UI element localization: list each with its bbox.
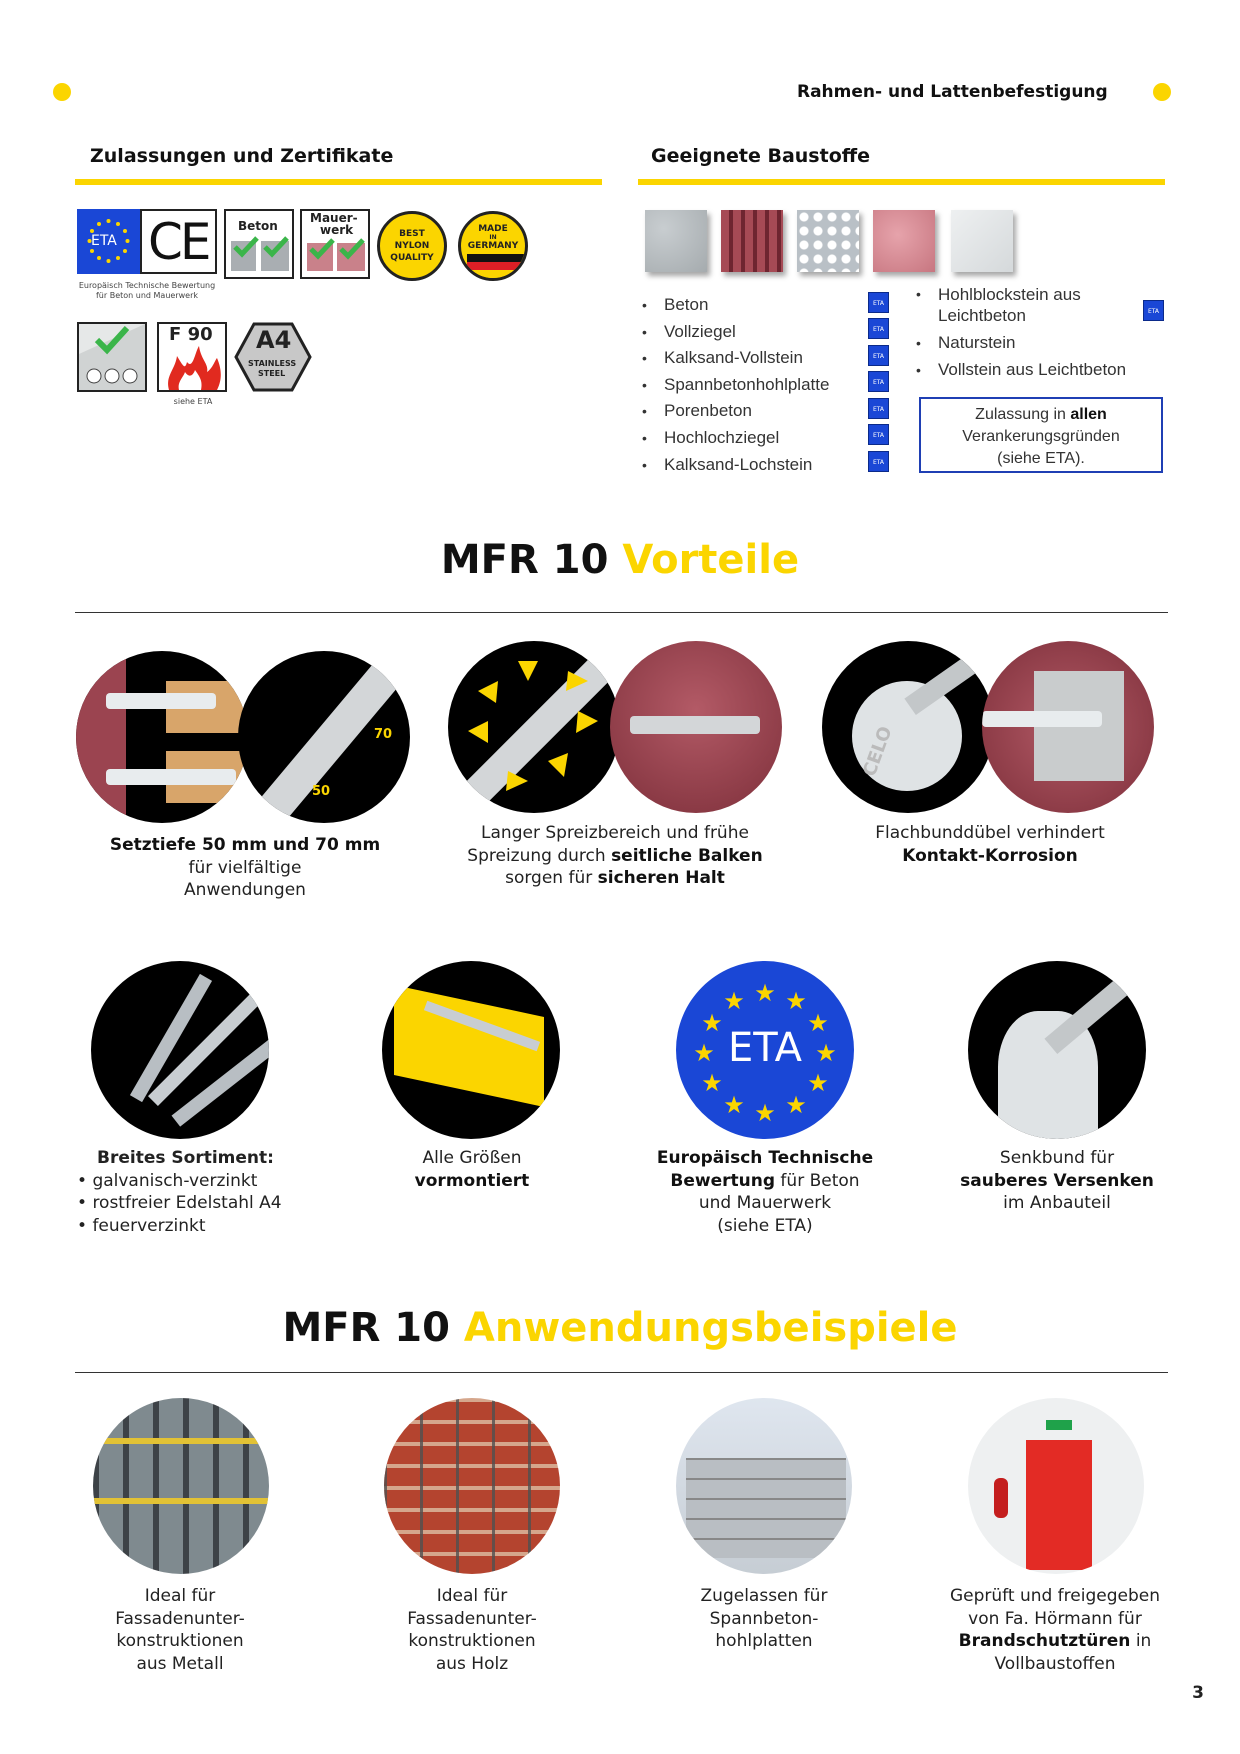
eta-mini-icon: ETA: [868, 345, 889, 366]
caption-line: aus Metall: [136, 1653, 224, 1674]
mauerwerk-label-1: Mauer-: [310, 211, 358, 225]
advantages-title: [0, 537, 1240, 583]
eta-mini-icon: ETA: [868, 318, 889, 339]
caption-line: von Fa. Hörmann für: [968, 1608, 1142, 1629]
material-clay-brick: [873, 210, 935, 272]
beton-badge: [224, 209, 294, 279]
german-flag-icon: [467, 254, 525, 278]
svg-text:★: ★: [693, 1039, 715, 1067]
caption-line: Vollbaustoffen: [994, 1653, 1116, 1674]
a4-sub-1: STAINLESS: [248, 359, 297, 368]
advantages-title-prefix: MFR 10: [440, 537, 623, 583]
list-item: • rostfreier Edelstahl A4: [77, 1193, 282, 1213]
eta-mini-icon: ETA: [868, 371, 889, 392]
caption-bold: Breites Sortiment:: [97, 1148, 274, 1168]
caption-text: Spreizung durch: [467, 845, 612, 866]
setting-depth-image-1: [76, 651, 248, 823]
a4-stainless-badge: [234, 322, 312, 392]
example-caption-fire-door: [920, 1585, 1190, 1675]
eta-mini-icon: ETA: [868, 292, 889, 313]
caption-bold: Europäisch Technische: [656, 1148, 874, 1168]
facade-metal-image: [93, 1398, 269, 1574]
caption-line: Fassadenunter-: [115, 1608, 245, 1629]
advantage-caption-countersunk: [937, 1147, 1177, 1215]
materials-title-bar: [638, 179, 1165, 185]
a4-sub-2: STEEL: [258, 369, 286, 378]
examples-title-prefix: MFR 10: [282, 1305, 464, 1351]
approval-note-box: [919, 397, 1163, 473]
list-item: • galvanisch-verzinkt: [77, 1170, 258, 1191]
example-caption-metal: [70, 1585, 290, 1675]
examples-title-highlight: Anwendungsbeispiele: [463, 1305, 958, 1351]
beton-label: Beton: [238, 219, 278, 233]
material-concrete: [645, 210, 707, 272]
fire-caption: siehe ETA: [173, 397, 213, 406]
caption-line: im Anbauteil: [1003, 1193, 1111, 1213]
hollow-core-slabs-image: [676, 1398, 852, 1574]
best-line1: BEST: [399, 229, 425, 239]
hollow-core-badge: [77, 322, 147, 392]
caption-bold: Brandschutztüren: [958, 1631, 1131, 1651]
caption-bold: vormontiert: [414, 1170, 530, 1191]
best-line3: QUALITY: [390, 253, 434, 263]
advantages-rule: [75, 612, 1168, 613]
note-line2: Verankerungsgründen: [962, 428, 1120, 445]
best-nylon-badge: [377, 211, 447, 281]
examples-rule: [75, 1372, 1168, 1373]
depth-label-50: 50: [312, 784, 331, 799]
svg-text:★: ★: [785, 987, 807, 1015]
advantage-caption-preassembled: [372, 1147, 572, 1192]
eta-mini-icon: ETA: [1143, 300, 1164, 321]
materials-left-list: [640, 292, 850, 478]
header-dot-right: [1153, 83, 1171, 101]
eta-caption-line2: für Beton und Mauerwerk: [95, 291, 198, 300]
caption-line: Zugelassen für: [700, 1586, 828, 1606]
svg-text:★: ★: [723, 1091, 745, 1119]
list-item: • Vollstein aus Leichtbeton: [914, 357, 1134, 384]
screws-assortment-image: [91, 961, 269, 1139]
eta-circle-label: ETA: [728, 1025, 802, 1071]
expansion-image-2: [610, 641, 782, 813]
list-item: • Hohlblockstein aus Leichtbeton: [914, 284, 1134, 330]
certificates-title: Zulassungen und Zertifikate: [90, 145, 394, 167]
materials-right-list: [914, 284, 1134, 383]
made-line3: GERMANY: [467, 241, 519, 251]
eta-caption-line1: Europäisch Technische Bewertung: [78, 281, 216, 290]
svg-text:★: ★: [807, 1009, 829, 1037]
check-icon: [233, 235, 291, 259]
caption-text: in: [1130, 1631, 1152, 1651]
caption-bold: sicheren Halt: [597, 868, 725, 888]
caption-bold: Bewertung: [670, 1170, 776, 1191]
f90-fire-badge: [157, 322, 227, 392]
ce-badge: [140, 209, 217, 274]
eta-mini-icon: ETA: [868, 398, 889, 419]
ce-mark: CE: [148, 213, 209, 271]
material-hollow-block: [797, 210, 859, 272]
caption-line: hohlplatten: [715, 1631, 813, 1651]
preassembled-box-image: [382, 961, 560, 1139]
facade-wood-image: [384, 1398, 560, 1574]
caption-line: Ideal für: [144, 1586, 216, 1606]
caption-line: Fassadenunter-: [407, 1608, 537, 1629]
caption-line: für vielfältige: [188, 857, 302, 878]
advantage-caption-setting-depth: [90, 834, 400, 902]
caption-line: aus Holz: [435, 1653, 509, 1674]
eta-badge-label: ETA: [91, 233, 117, 249]
svg-text:★: ★: [785, 1091, 807, 1119]
svg-text:★: ★: [754, 979, 776, 1007]
eta-circle-image: [676, 961, 854, 1139]
caption-text: sorgen für: [505, 868, 598, 888]
note-bold: allen: [1070, 406, 1107, 423]
countersunk-collar-image: [968, 961, 1146, 1139]
caption-line: Langer Spreizbereich und frühe: [481, 823, 749, 843]
caption-bold: sauberes Versenken: [960, 1170, 1154, 1191]
list-item: • Spannbetonhohlplatte: [640, 372, 850, 399]
advantage-caption-assortment: [77, 1147, 337, 1237]
note-line3: (siehe ETA).: [997, 450, 1085, 467]
caption-bold: Setztiefe 50 mm und 70 mm: [109, 835, 381, 855]
examples-title: [0, 1305, 1240, 1351]
caption-bold: seitliche Balken: [611, 845, 763, 866]
mauerwerk-label-2: werk: [320, 223, 354, 237]
eta-mini-icon: ETA: [868, 451, 889, 472]
caption-line: Ideal für: [436, 1586, 508, 1606]
fire-door-image: [968, 1398, 1144, 1574]
mauerwerk-badge: [300, 209, 370, 279]
eta-caption: [72, 281, 222, 301]
svg-text:★: ★: [723, 987, 745, 1015]
arrows-icon: [448, 641, 620, 813]
caption-line: Geprüft und freigegeben: [950, 1586, 1160, 1606]
expansion-image-1: [448, 641, 620, 813]
list-item: • Kalksand-Lochstein: [640, 452, 850, 479]
svg-text:★: ★: [754, 1099, 776, 1127]
best-line2: NYLON: [394, 241, 430, 251]
list-item: • Porenbeton: [640, 398, 850, 425]
svg-text:★: ★: [701, 1069, 723, 1097]
caption-line: und Mauerwerk: [698, 1193, 832, 1213]
a4-label: A4: [256, 326, 292, 354]
eta-badge: [77, 209, 140, 274]
check-icon: [309, 237, 367, 261]
celo-brand: CELO: [859, 723, 897, 780]
fire-icon: [165, 346, 221, 390]
hollow-core-slab-icon: [79, 324, 145, 390]
header-dot-left: [53, 83, 71, 101]
svg-text:★: ★: [701, 1009, 723, 1037]
eta-mini-icon: ETA: [868, 424, 889, 445]
flat-collar-image-2: [982, 641, 1154, 813]
caption-line: Alle Größen: [422, 1148, 522, 1168]
caption-bold: Kontakt-Korrosion: [902, 845, 1078, 866]
setting-depth-image-2: [238, 651, 410, 823]
f90-label: F 90: [169, 324, 213, 345]
caption-line: Anwendungen: [184, 880, 306, 900]
list-item: • Naturstein: [914, 330, 1134, 357]
material-perforated-brick: [721, 210, 783, 272]
made-line1: MADE: [478, 224, 508, 234]
note-text: Zulassung in: [975, 406, 1071, 423]
advantages-title-highlight: Vorteile: [622, 537, 800, 583]
list-item: • Kalksand-Vollstein: [640, 345, 850, 372]
caption-line: Flachbunddübel verhindert: [875, 823, 1105, 843]
caption-line: Spannbeton-: [709, 1608, 819, 1629]
caption-line: konstruktionen: [116, 1631, 244, 1651]
example-caption-wood: [362, 1585, 582, 1675]
made-line2: IN: [489, 234, 497, 241]
certificates-title-bar: [75, 179, 602, 185]
example-caption-slabs: [654, 1585, 874, 1653]
svg-text:★: ★: [807, 1069, 829, 1097]
svg-text:★: ★: [815, 1039, 837, 1067]
advantage-caption-eta: [640, 1147, 890, 1237]
header-title: Rahmen- und Lattenbefestigung: [797, 82, 1108, 102]
page-number: 3: [1192, 1683, 1204, 1703]
advantage-caption-flat-collar: [840, 822, 1140, 867]
list-item: • Hochlochziegel: [640, 425, 850, 452]
materials-title: Geeignete Baustoffe: [651, 145, 871, 167]
list-item: • feuerverzinkt: [77, 1215, 206, 1236]
material-natural-stone: [951, 210, 1013, 272]
caption-line: konstruktionen: [408, 1631, 536, 1651]
depth-label-70: 70: [374, 727, 393, 742]
caption-line: Senkbund für: [999, 1148, 1115, 1168]
caption-line: (siehe ETA): [717, 1215, 813, 1236]
advantage-caption-expansion: [420, 822, 810, 890]
caption-text: für Beton: [775, 1170, 860, 1191]
flat-collar-image-1: [822, 641, 994, 813]
list-item: • Vollziegel: [640, 319, 850, 346]
made-in-germany-badge: [458, 211, 528, 281]
list-item: • Beton: [640, 292, 850, 319]
